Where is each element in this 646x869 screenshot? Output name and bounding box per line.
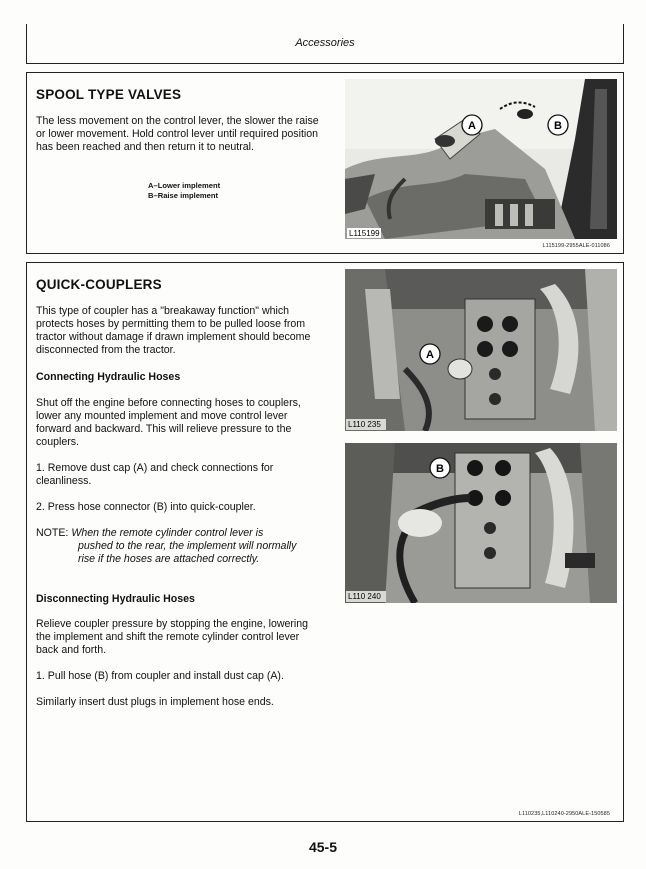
spool-legend bbox=[148, 181, 220, 201]
spool-valve-photo bbox=[345, 79, 617, 239]
photo2-callout-text: B bbox=[436, 463, 444, 475]
spool-reference-code: L115199-2955ALE-011086 bbox=[542, 243, 610, 249]
callout-b-text: B bbox=[554, 120, 562, 132]
connecting-step-1: 1. Remove dust cap (A) and check connections for cleanliness. bbox=[36, 462, 274, 487]
qc-heading: QUICK-COUPLERS bbox=[36, 277, 162, 292]
qc-intro: This type of coupler has a "breakaway function" which protects hoses by permitting them to be pulled loose from tractor without damage if drawn implement should become disconnected from the tractor. bbox=[36, 305, 311, 356]
connecting-step-2: 2. Press hose connector (B) into quick-coupler. bbox=[36, 501, 256, 513]
quick-couplers-section bbox=[26, 262, 624, 822]
connecting-subheading: Connecting Hydraulic Hoses bbox=[36, 371, 181, 383]
photo1-callout-text: A bbox=[426, 349, 434, 361]
spool-body: The less movement on the control lever, the slower the raise or lower movement. Hold control lever until required position has been reached and then return it to neutral. bbox=[36, 115, 319, 153]
connecting-body: Shut off the engine before connecting hoses to couplers, lower any mounted implement and move control lever forward and backward. This will relieve pressure to the couplers. bbox=[36, 397, 301, 448]
spool-heading: SPOOL TYPE VALVES bbox=[36, 87, 182, 102]
coupler-photo-1 bbox=[345, 269, 617, 431]
callout-a-text: A bbox=[468, 120, 476, 132]
note-rest: pushed to the rear, the implement will normally rise if the hoses are attached correctly. bbox=[78, 540, 297, 565]
qc-reference-code: L110235,L110240-2950ALE-150585 bbox=[518, 811, 610, 817]
legend-item-a: A–Lower implement bbox=[148, 181, 221, 190]
spool-valves-section bbox=[26, 72, 624, 254]
disconnecting-step-1: 1. Pull hose (B) from coupler and install dust cap (A). bbox=[36, 670, 284, 682]
note-label: NOTE: bbox=[36, 527, 69, 539]
note-first-line: When the remote cylinder control lever is bbox=[71, 527, 264, 539]
photo2-id: L110 240 bbox=[348, 592, 381, 601]
page-header bbox=[26, 24, 624, 64]
photo1-id: L110 235 bbox=[348, 420, 381, 429]
coupler-photo-2 bbox=[345, 443, 617, 603]
spool-photo-id: L115199 bbox=[349, 229, 380, 238]
disconnecting-step-2: Similarly insert dust plugs in implement hose ends. bbox=[36, 696, 274, 708]
disconnecting-body: Relieve coupler pressure by stopping the engine, lowering the implement and shift the remote cylinder control lever back and forth. bbox=[36, 618, 309, 656]
legend-item-b: B–Raise implement bbox=[148, 191, 219, 200]
disconnecting-subheading: Disconnecting Hydraulic Hoses bbox=[36, 593, 195, 605]
page-number: 45-5 bbox=[308, 839, 338, 855]
connecting-note bbox=[36, 527, 316, 566]
section-title: Accessories bbox=[295, 37, 355, 49]
